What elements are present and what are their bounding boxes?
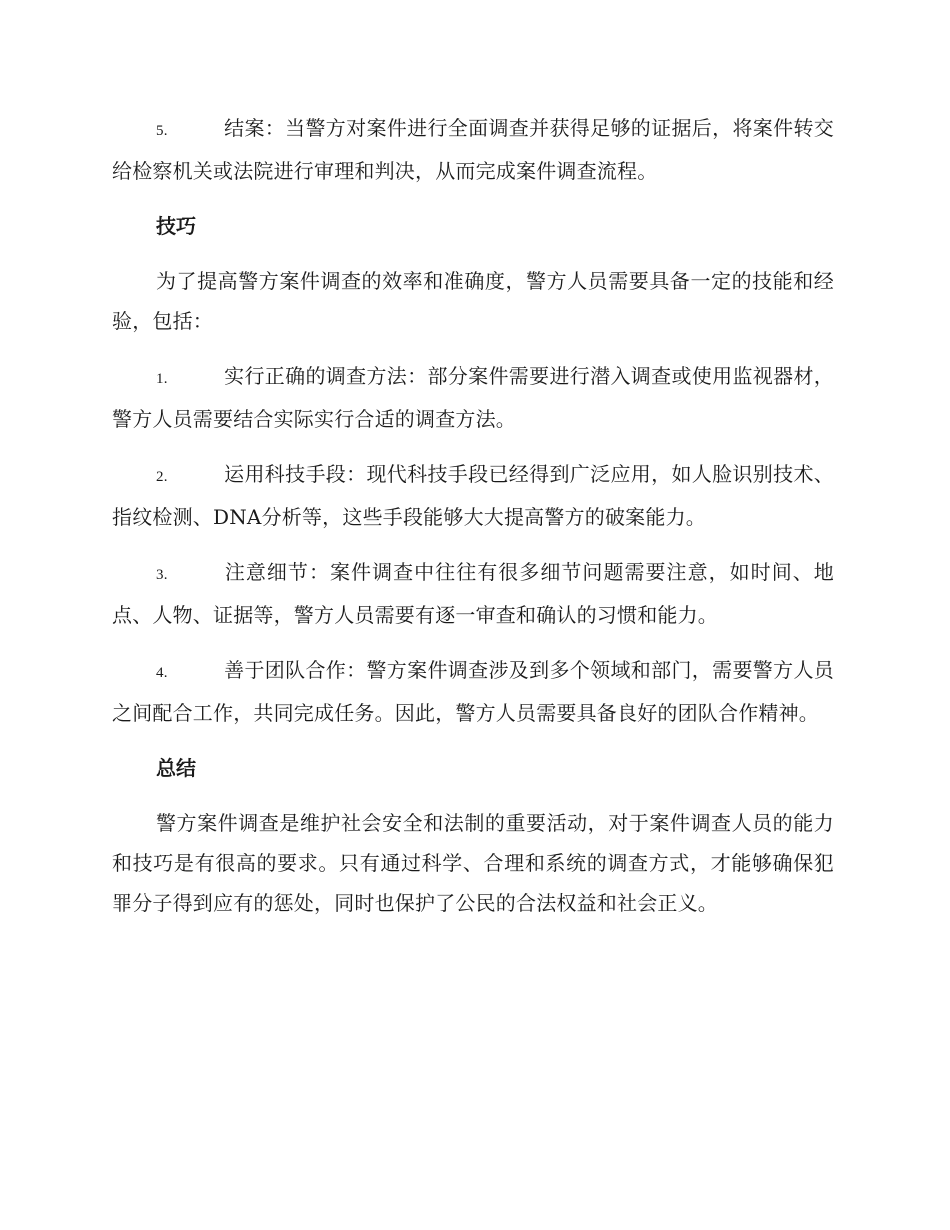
list-number: 5. — [156, 123, 168, 139]
section-heading-summary: 总结 — [156, 756, 196, 780]
list-item-text: 注意细节：案件调查中往往有很多细节问题需要注意，如时间、地点、人物、证据等，警方人员需要有逐一审查和确认的习惯和能力。 — [112, 560, 834, 627]
list-item-text: 善于团队合作：警方案件调查涉及到多个领域和部门，需要警方人员之间配合工作，共同完成任务。因此，警方人员需要具备良好的团队合作精神。 — [112, 658, 834, 725]
summary-paragraph: 警方案件调查是维护社会安全和法制的重要活动，对于案件调查人员的能力和技巧是有很高的要求。只有通过科学、合理和系统的调查方式，才能够确保犯罪分子得到应有的惩处，同时也保护了公民的合法权益和社会正义。 — [112, 811, 834, 915]
list-item-3 — [112, 552, 834, 635]
list-item-4 — [112, 650, 834, 733]
list-item-text: 实行正确的调查方法：部分案件需要进行潜入调查或使用监视器材，警方人员需要结合实际实行合适的调查方法。 — [112, 364, 834, 431]
list-number: 4. — [156, 665, 168, 681]
document-page — [112, 108, 834, 938]
list-item-5 — [112, 108, 834, 191]
list-number: 3. — [156, 567, 168, 583]
section-heading-techniques: 技巧 — [156, 214, 196, 238]
list-number: 2. — [156, 469, 168, 485]
list-item-1 — [112, 356, 834, 439]
techniques-intro-paragraph: 为了提高警方案件调查的效率和准确度，警方人员需要具备一定的技能和经验，包括： — [112, 269, 834, 333]
list-item-text: 运用科技手段：现代科技手段已经得到广泛应用，如人脸识别技术、指纹检测、DNA分析等，这些手段能够大大提高警方的破案能力。 — [112, 462, 834, 529]
list-number: 1. — [156, 371, 168, 387]
list-item-text: 结案：当警方对案件进行全面调查并获得足够的证据后，将案件转交给检察机关或法院进行审理和判决，从而完成案件调查流程。 — [112, 116, 834, 183]
list-item-2 — [112, 454, 834, 537]
